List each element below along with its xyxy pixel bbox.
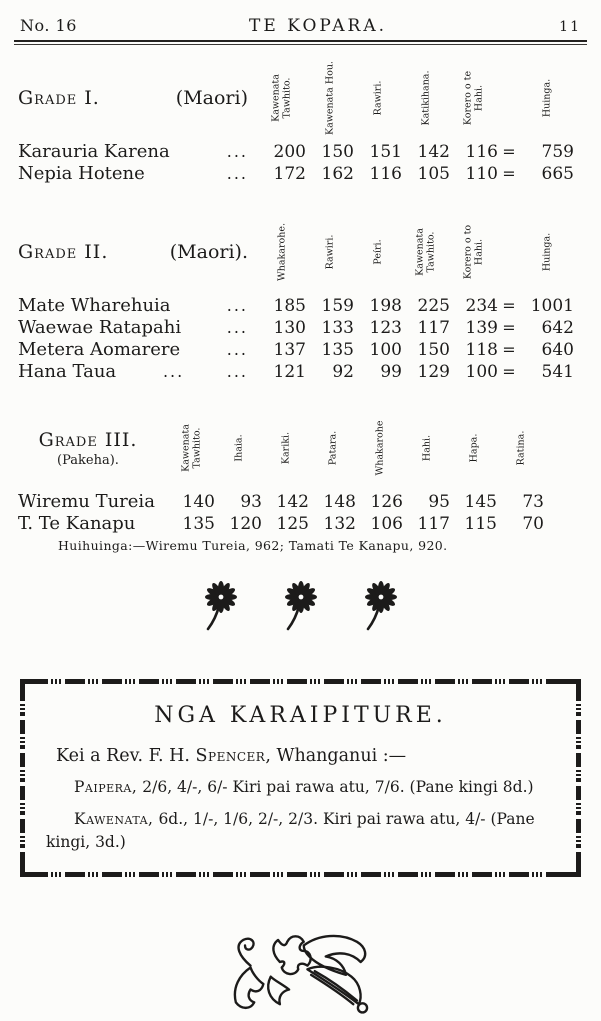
totals-footnote: Huihuinga:—Wiremu Tureia, 962; Tamati Te Kanapu, 920. xyxy=(58,538,448,553)
column-header: Korero o te Hahi. xyxy=(462,70,485,126)
equals-sign: = xyxy=(502,318,516,337)
score-cell: 110 xyxy=(465,164,498,184)
column-header: Kawenata Hou. xyxy=(324,61,336,135)
score-cell: 115 xyxy=(464,514,497,534)
grade-3-sublabel: (Pakeha). xyxy=(57,452,119,468)
score-cell: 139 xyxy=(465,318,498,338)
grade-3-label: Grade III. xyxy=(38,428,138,451)
floral-tailpiece-icon xyxy=(223,925,379,1021)
grade-3-section xyxy=(18,405,601,553)
border-ornament xyxy=(20,687,25,869)
total-cell: 665 xyxy=(541,164,574,184)
column-header: Rawiri. xyxy=(372,80,384,116)
total-cell: 541 xyxy=(541,362,574,382)
column-header: Peíri. xyxy=(372,239,384,265)
leader-dots: ... xyxy=(226,142,248,161)
column-header-total: Huinga. xyxy=(541,232,553,272)
grade-2-section xyxy=(18,209,601,383)
notice-contact-line: Kei a Rev. F. H. Spencer, Whanganui :— xyxy=(56,746,407,766)
grade-1-heading xyxy=(18,55,258,141)
flower-ornament-row xyxy=(0,581,601,635)
column-header: Patara. xyxy=(326,430,338,466)
score-cell: 116 xyxy=(369,164,402,184)
score-cell: 200 xyxy=(273,142,306,162)
table-row xyxy=(18,361,601,383)
column-header: Rawiri. xyxy=(324,234,336,270)
score-cell: 148 xyxy=(323,492,356,512)
student-name: Mate Wharehuia xyxy=(18,295,171,316)
equals-sign: = xyxy=(502,362,516,381)
leader-dots: ... xyxy=(226,296,248,315)
grade-2-label: Grade II. xyxy=(18,241,109,263)
score-cell: 117 xyxy=(417,318,450,338)
table-row xyxy=(18,317,601,339)
column-header: Korero o to Hahi. xyxy=(462,224,485,280)
student-name: Waewae Ratapahi xyxy=(18,317,182,338)
issue-number: No. 16 xyxy=(20,16,77,35)
column-header: Whakarohe xyxy=(373,420,385,476)
masthead-rule xyxy=(14,40,587,45)
score-cell: 150 xyxy=(321,142,354,162)
border-corner xyxy=(20,679,39,698)
column-header: Hahi. xyxy=(420,434,432,462)
score-cell: 132 xyxy=(323,514,356,534)
student-name: Metera Aomarere xyxy=(18,339,181,360)
score-cell: 120 xyxy=(229,514,262,534)
score-cell: 73 xyxy=(522,492,544,512)
score-cell: 130 xyxy=(273,318,306,338)
student-name: Hana Taua xyxy=(18,361,117,382)
equals-sign: = xyxy=(502,296,516,315)
score-cell: 185 xyxy=(273,296,306,316)
score-cell: 95 xyxy=(428,492,450,512)
score-cell: 100 xyxy=(465,362,498,382)
border-ornament xyxy=(576,687,581,869)
score-cell: 133 xyxy=(321,318,354,338)
border-ornament xyxy=(28,679,573,684)
column-header: Kariki. xyxy=(279,431,291,465)
masthead xyxy=(0,0,601,40)
grade-2-header-row xyxy=(18,209,601,295)
score-cell: 172 xyxy=(273,164,306,184)
publication-title: TE KOPARA. xyxy=(249,16,388,36)
score-cell: 159 xyxy=(321,296,354,316)
grade-1-header-row xyxy=(18,55,601,141)
score-cell: 135 xyxy=(182,514,215,534)
leader-dots: ... ... xyxy=(162,362,248,381)
score-cell: 106 xyxy=(370,514,403,534)
spacer xyxy=(498,55,520,141)
student-name: Wiremu Tureia xyxy=(18,491,155,512)
notice-item: Paipera, 2/6, 4/-, 6/- Kiri pai rawa atu, 7/6. (Pane kingi 8d.) xyxy=(74,778,534,796)
table-row xyxy=(18,339,601,361)
contact-name: Spencer xyxy=(195,746,266,766)
score-cell: 99 xyxy=(380,362,402,382)
column-header: Ratina. xyxy=(514,430,526,466)
score-cell: 150 xyxy=(417,340,450,360)
leader-dots: ... xyxy=(226,164,248,183)
score-cell: 137 xyxy=(273,340,306,360)
grade-3-heading xyxy=(18,405,168,491)
total-cell: 1001 xyxy=(530,296,574,316)
border-ornament xyxy=(28,872,573,877)
score-cell: 140 xyxy=(182,492,215,512)
notice-item: Kawenata, 6d., 1/-, 1/6, 2/-, 2/3. Kiri pai rawa atu, 4/- (Pane kingi, 3d.) xyxy=(46,810,535,851)
equals-sign: = xyxy=(502,340,516,359)
score-cell: 123 xyxy=(369,318,402,338)
score-cell: 126 xyxy=(370,492,403,512)
score-cell: 70 xyxy=(522,514,544,534)
table-row xyxy=(18,513,601,535)
notice-box xyxy=(20,679,581,877)
grade-1-label: Grade I. xyxy=(18,87,100,109)
column-header: Hapa. xyxy=(467,433,479,463)
score-cell: 116 xyxy=(465,142,498,162)
student-name: T. Te Kanapu xyxy=(18,513,136,534)
flower-ornament-icon xyxy=(278,581,324,635)
total-cell: 640 xyxy=(541,340,574,360)
score-cell: 93 xyxy=(240,492,262,512)
score-cell: 92 xyxy=(332,362,354,382)
tailpiece-row xyxy=(0,925,601,1021)
flower-ornament-icon xyxy=(198,581,244,635)
column-header: Kawenata Tawhito. xyxy=(270,74,293,122)
grade-1-sublabel: (Maori) xyxy=(175,87,248,109)
total-cell: 759 xyxy=(541,142,574,162)
border-corner xyxy=(20,858,39,877)
score-cell: 135 xyxy=(321,340,354,360)
score-cell: 117 xyxy=(417,514,450,534)
table-row xyxy=(18,163,601,185)
page-number: 11 xyxy=(559,19,581,35)
score-cell: 121 xyxy=(273,362,306,382)
table-row xyxy=(18,295,601,317)
grade-1-section xyxy=(18,55,601,185)
column-header-total: Huinga. xyxy=(541,78,553,118)
score-cell: 145 xyxy=(464,492,497,512)
score-cell: 118 xyxy=(465,340,498,360)
score-cell: 129 xyxy=(417,362,450,382)
equals-sign: = xyxy=(502,142,516,161)
column-header: Kawenata Tawhito. xyxy=(414,228,437,276)
column-header: Whakarohe. xyxy=(276,223,288,281)
score-cell: 162 xyxy=(321,164,354,184)
column-header: Katikihana. xyxy=(420,70,432,126)
score-cell: 100 xyxy=(369,340,402,360)
column-header: Kawenata Tawhito. xyxy=(180,424,203,472)
column-header: Ihaia. xyxy=(232,434,244,462)
score-cell: 142 xyxy=(276,492,309,512)
student-name: Nepia Hotene xyxy=(18,163,145,184)
student-name: Karauria Karena xyxy=(18,141,170,162)
grade-3-header-row xyxy=(18,405,601,491)
score-cell: 225 xyxy=(417,296,450,316)
border-corner xyxy=(562,679,581,698)
score-cell: 125 xyxy=(276,514,309,534)
flower-ornament-icon xyxy=(358,581,404,635)
score-cell: 198 xyxy=(369,296,402,316)
grade-2-sublabel: (Maori). xyxy=(169,241,248,263)
score-cell: 142 xyxy=(417,142,450,162)
table-row xyxy=(18,141,601,163)
total-cell: 642 xyxy=(541,318,574,338)
score-cell: 234 xyxy=(465,296,498,316)
score-cell: 105 xyxy=(417,164,450,184)
table-row xyxy=(18,491,601,513)
equals-sign: = xyxy=(502,164,516,183)
leader-dots: ... xyxy=(226,318,248,337)
notice-title: NGA KARAIPITURE. xyxy=(154,703,447,728)
score-cell: 151 xyxy=(369,142,402,162)
spacer xyxy=(498,209,520,295)
grade-2-heading xyxy=(18,209,258,295)
leader-dots: ... xyxy=(226,340,248,359)
border-corner xyxy=(562,858,581,877)
